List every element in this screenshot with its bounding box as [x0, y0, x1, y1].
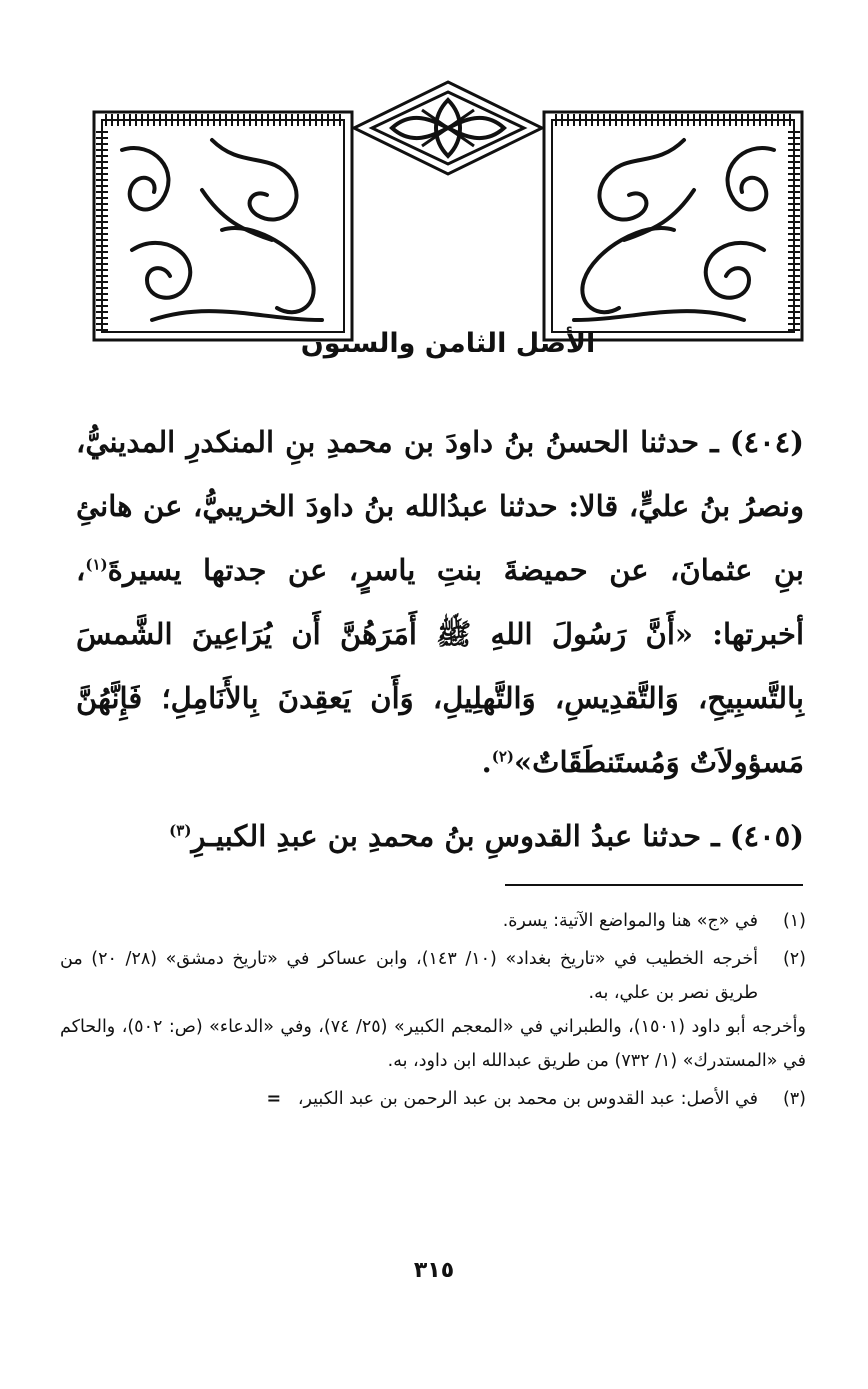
hadith-404-number: (٤٠٤) [729, 425, 804, 459]
footnote-2-number: (٢) [782, 949, 806, 969]
footnote-3-number: (٣) [782, 1089, 806, 1109]
footnote-ref-1[interactable]: (١) [85, 555, 108, 574]
footnote-2-line-2: وأخرجه أبو داود (١٥٠١)، والطبراني في «المعجم الكبير» (٢٥/ ٧٤)، وفي «الدعاء» (ص: ٥٠٢)، والحاكم في «المستدرك» (١/ ٧٣٢) من طريق عبدالله ابن داود، به. [60, 1017, 806, 1071]
chapter-header-ornament [92, 80, 804, 359]
footnote-separator [505, 884, 803, 886]
footnote-3-line [60, 1082, 758, 1116]
footnote-1-line: في «ج» هنا والمواضع الآتية: يسرة. [502, 911, 758, 931]
footnote-ref-3[interactable]: (٣) [169, 821, 192, 840]
hadith-405-paragraph [76, 808, 804, 864]
footnotes [60, 904, 806, 1120]
footnote-3 [60, 1082, 806, 1116]
hadith-405-text: ـ حدثنا عبدُ القدوسِ بنُ محمدِ بن عبدِ الكبيـرِ [191, 819, 720, 853]
footnote-1 [60, 904, 806, 938]
footnote-3-text: في الأصل: عبد القدوس بن محمد بن عبد الرحمن بن عبد الكبير، [297, 1089, 758, 1109]
footnote-ref-2[interactable]: (٢) [491, 747, 515, 766]
chapter-title: الأصل الثامن والستون [300, 328, 596, 359]
footnote-2 [60, 942, 806, 1078]
hadith-404-text-a: ـ حدثنا الحسنُ بنُ داودَ بن محمدِ بنِ المنكدرِ المدينيُّ، ونصرُ بنُ عليٍّ، قالا: حدثنا عبدُالله بنُ داودَ الخريبيُّ، عن هانئِ بنِ عثمانَ، عن حميضةَ بنتِ ياسرٍ، عن جدتها يسيرةَ [76, 425, 804, 587]
continuation-mark: = [266, 1089, 282, 1109]
hadith-405-number: (٤٠٥) [729, 819, 804, 853]
footnote-1-number: (١) [782, 911, 806, 931]
hadith-404-text-b: ، أخبرتها: «أَنَّ رَسُولَ اللهِ ﷺ أَمَرَهُنَّ أَن يُرَاعِينَ الشَّمسَ بِالتَّسبِيحِ، وَالتَّقدِيسِ، وَالتَّهلِيلِ، وَأَن يَعقِدنَ بِالأَنَامِلِ؛ فَإِنَّهُنَّ مَسؤولاَتٌ وَمُستَنطَقَاتٌ» [76, 553, 804, 779]
footnote-2-line-1: أخرجه الخطيب في «تاريخ بغداد» (١٠/ ١٤٣)، وابن عساكر في «تاريخ دمشق» (٢٨/ ٢٠) من طريق نصر بن علي، به. [60, 949, 759, 1003]
ornamental-frame-icon [92, 80, 804, 342]
hadith-404-paragraph [76, 410, 804, 794]
hadith-404-end: . [481, 745, 492, 779]
page-number: ٣١٥ [413, 1258, 455, 1283]
